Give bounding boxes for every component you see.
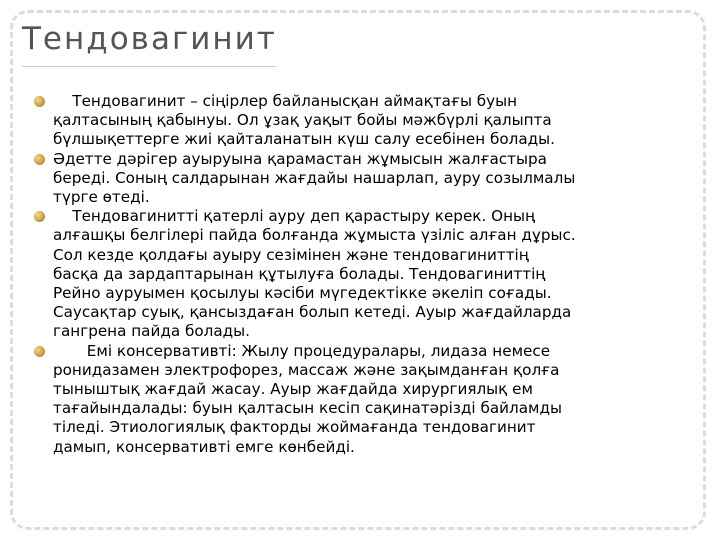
text-line: Әдетте дәрігер ауыруына қарамастан жұмысын жалғастыра	[53, 149, 547, 168]
text-line: ронидазамен электрофорез, массаж және зақымданған қолға	[53, 360, 560, 379]
bullet-dot-icon	[34, 211, 45, 222]
text-line: дамып, консервативті емге көнбейді.	[53, 437, 355, 456]
bullet-dot-icon	[34, 96, 45, 107]
text-line: басқа да зардаптарынан құтылуға болады. Тендовагиниттің	[53, 264, 546, 283]
text-line: Тендовагинит – сіңірлер байланысқан аймақтағы буын	[53, 92, 518, 110]
bullet-dot-icon	[34, 154, 45, 165]
bullet-list	[34, 92, 686, 457]
bullet-item	[34, 92, 686, 150]
text-line: Сол кезде қолдағы ауыру сезімінен және тендовагиниттің	[53, 245, 529, 264]
text-line: бүлшықеттерге жиі қайталанатын күш салу есебінен болады.	[53, 130, 555, 149]
bullet-dot-icon	[34, 346, 45, 357]
text-line: береді. Соның салдарынан жағдайы нашарлап, ауру созылмалы	[53, 168, 576, 187]
text-line: тағайындалады: буын қалтасын кесіп сақинатәрізді байламды	[53, 399, 562, 418]
text-line: тіледі. Этиологиялық факторды жоймағанда тендовагинит	[53, 418, 536, 437]
bullet-item	[34, 342, 686, 457]
text-line: Емі консервативті: Жылу процедуралары, лидаза немесе	[53, 341, 551, 360]
text-line: Рейно ауруымен қосылуы кәсіби мүгедектікке әкеліп соғады.	[53, 284, 552, 303]
bullet-item	[34, 207, 686, 341]
text-line: гангрена пайда болады.	[53, 322, 250, 341]
text-line: түрге өтеді.	[53, 188, 150, 207]
title-underline	[22, 66, 276, 67]
text-line: Тендовагинитті қатерлі ауру деп қарастыру керек. Оның	[53, 207, 536, 226]
text-line: Саусақтар суық, қансыздаған болып кетеді. Ауыр жағдайларда	[53, 303, 572, 322]
text-line: қалтасының қабынуы. Ол ұзақ уақыт бойы мәжбүрлі қалыпта	[53, 111, 552, 130]
bullet-item	[34, 150, 686, 208]
text-line: алғашқы белгілері пайда болғанда жұмыста үзіліс алған дұрыс.	[53, 226, 576, 245]
text-line: тыныштық жағдай жасау. Ауыр жағдайда хирургиялық ем	[53, 380, 533, 399]
slide-title: Тендовагинит	[22, 21, 277, 57]
